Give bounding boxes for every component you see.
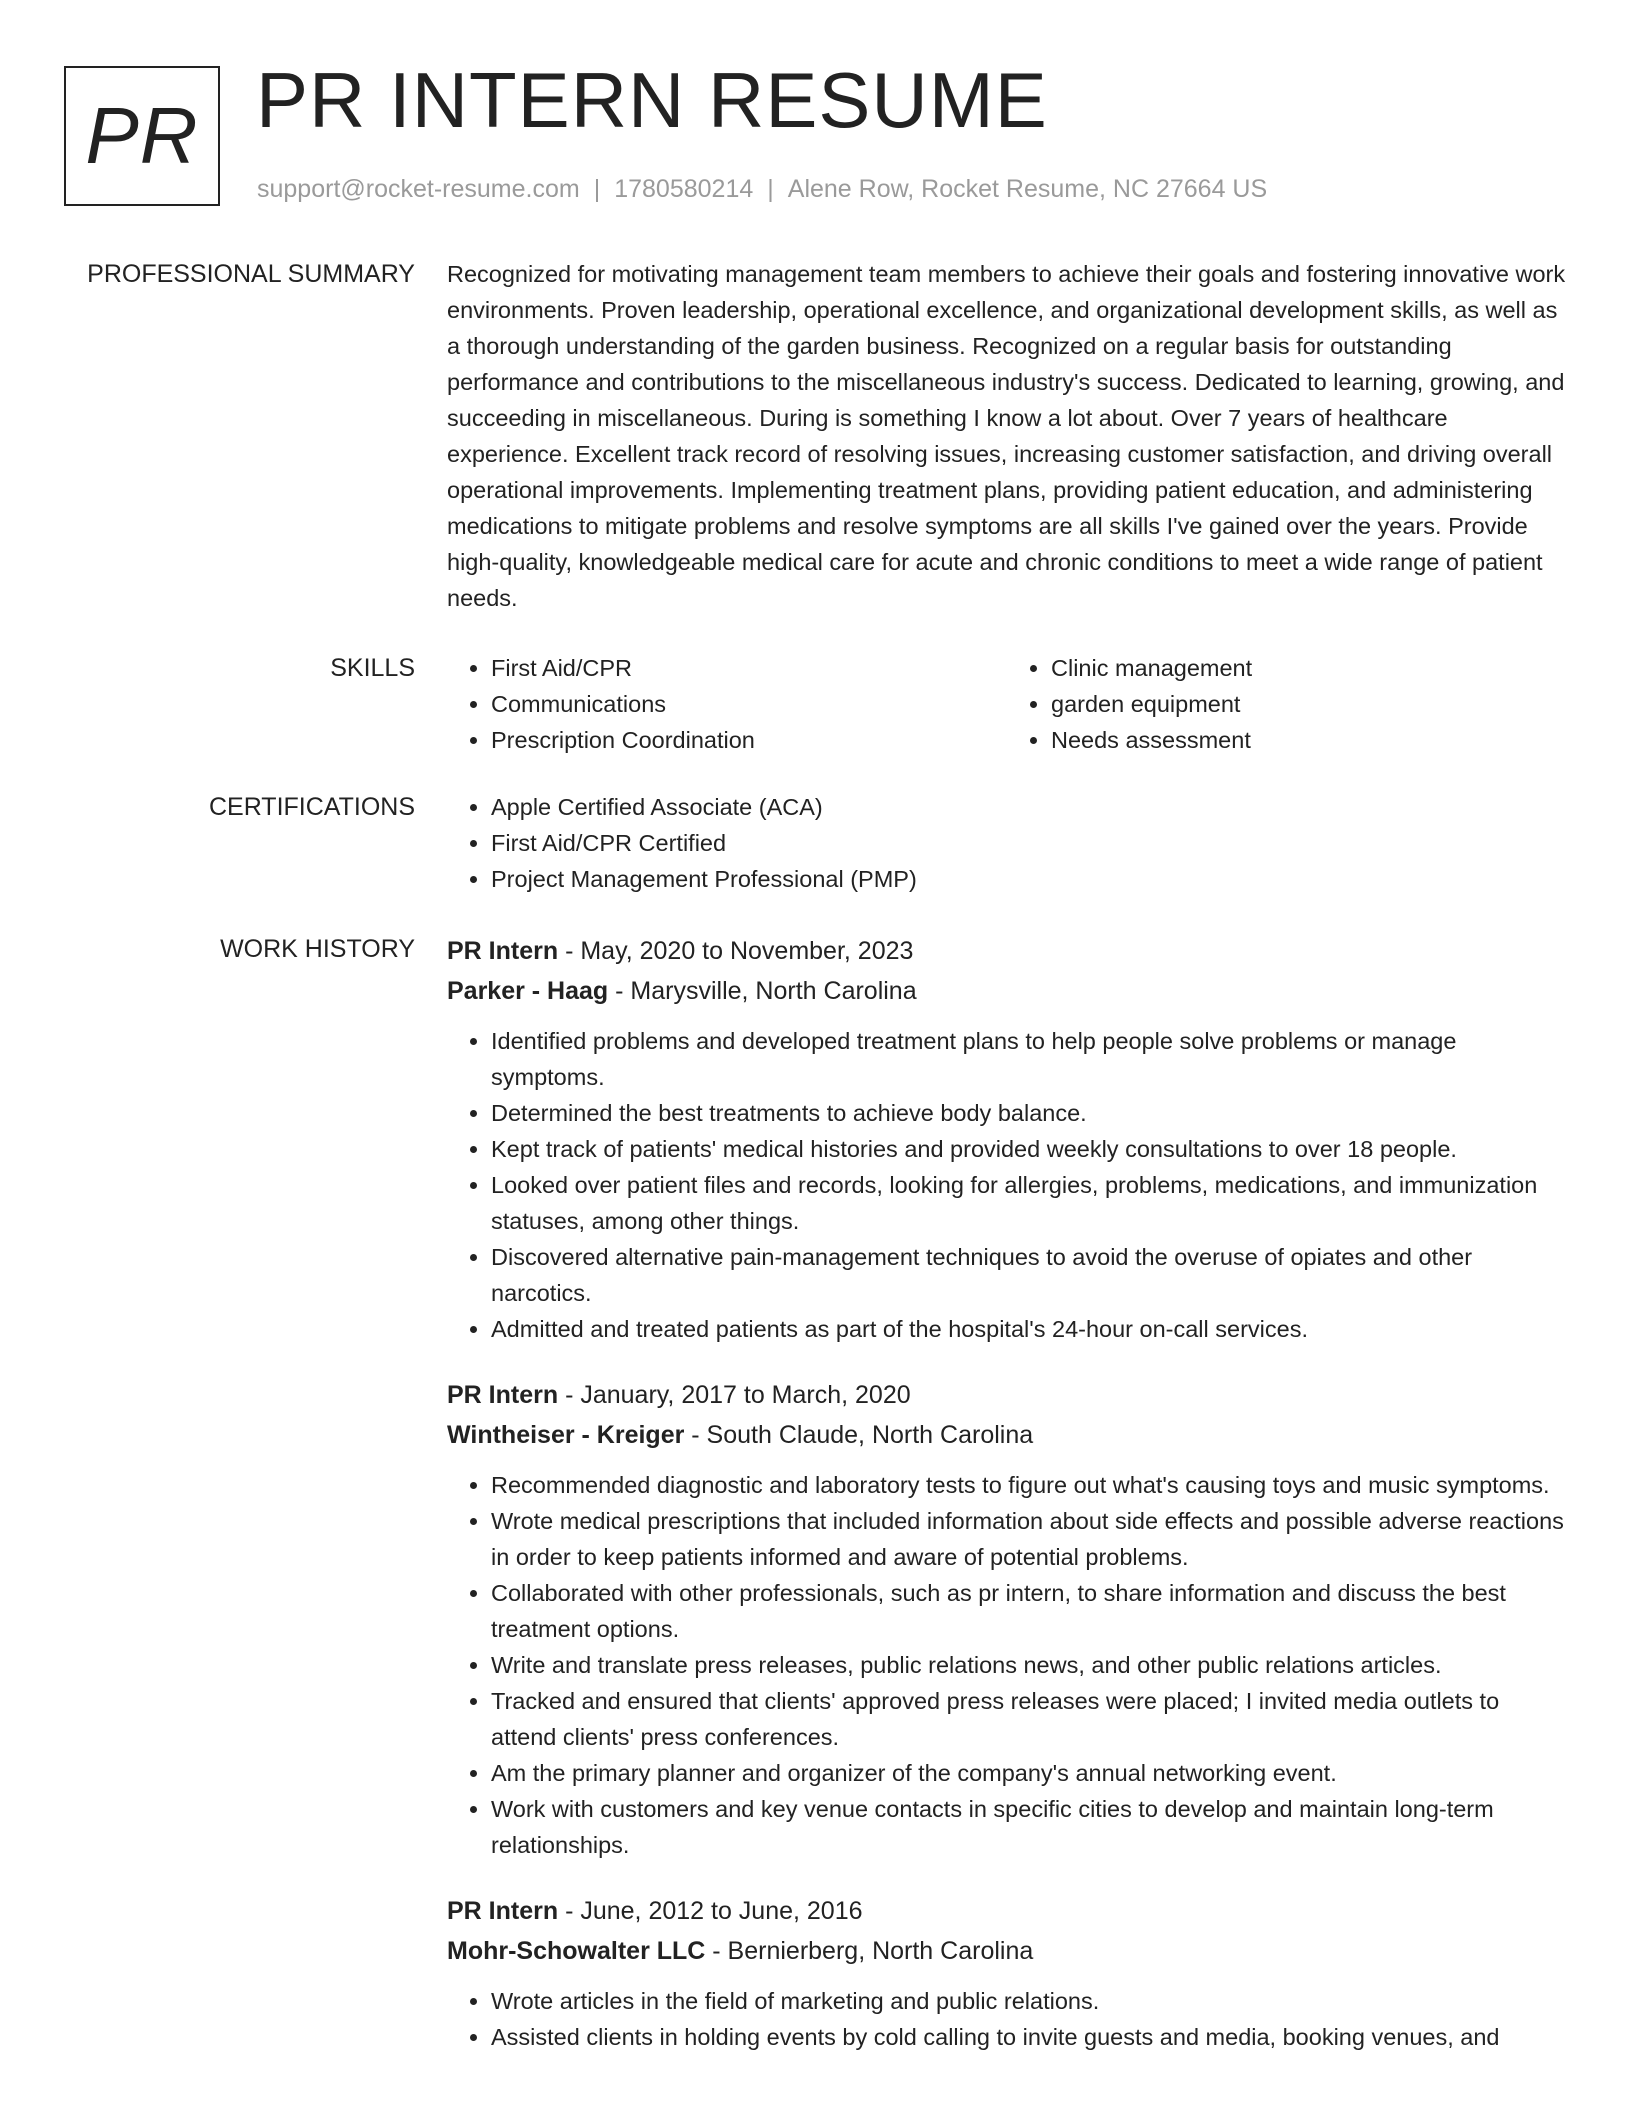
contact-separator: | [767,175,774,203]
certification-item: • Project Management Professional (PMP) [491,861,1567,897]
job-entry [447,1375,1567,1863]
job-role: PR Intern [447,937,559,965]
contact-phone: 1780580214 [614,175,754,203]
certifications-body [447,789,1567,897]
job-bullet: • Wrote articles in the field of marketing and public relations. [491,1983,1567,2019]
job-company: Parker - Haag [447,977,609,1005]
job-bullet: • Identified problems and developed treatment plans to help people solve problems or manage symptoms. [491,1023,1567,1095]
certifications-list [447,789,1567,897]
job-location: - Marysville, North Carolina [608,977,917,1005]
certifications-label: CERTIFICATIONS [208,793,415,821]
job-bullet: • Work with customers and key venue contacts in specific cities to develop and maintain long-term relationships. [491,1791,1567,1863]
contact-address: Alene Row, Rocket Resume, NC 27664 US [787,175,1268,203]
skills-column-2 [1007,650,1567,758]
job-location: - South Claude, North Carolina [684,1421,1034,1449]
job-bullet: • Looked over patient files and records, looking for allergies, problems, medications, and immunization statuses, among other things. [491,1167,1567,1239]
skill-item: • Prescription Coordination [491,722,1007,758]
job-bullet: • Discovered alternative pain-management techniques to avoid the overuse of opiates and other narcotics. [491,1239,1567,1311]
job-role: PR Intern [447,1381,559,1409]
job-bullet: • Wrote medical prescriptions that included information about side effects and possible adverse reactions in order to keep patients informed and aware of potential problems. [491,1503,1567,1575]
summary-label: PROFESSIONAL SUMMARY [87,260,415,288]
job-title-line [447,1375,1567,1415]
monogram-logo: PR [64,66,220,206]
resume-header [64,56,1564,210]
job-company: Mohr-Schowalter LLC [447,1937,706,1965]
job-bullet: • Write and translate press releases, public relations news, and other public relations articles. [491,1647,1567,1683]
skills-label: SKILLS [330,654,415,682]
job-company-line [447,971,1567,1011]
work-history-label: WORK HISTORY [220,935,415,963]
job-bullet: • Am the primary planner and organizer of the company's annual networking event. [491,1755,1567,1791]
job-bullet: • Determined the best treatments to achieve body balance. [491,1095,1567,1131]
job-bullet: • Assisted clients in holding events by cold calling to invite guests and media, booking venues, and [491,2019,1567,2055]
skill-item: • First Aid/CPR [491,650,1007,686]
job-bullet: • Recommended diagnostic and laboratory tests to figure out what's causing toys and music symptoms. [491,1467,1567,1503]
job-company: Wintheiser - Kreiger [447,1421,685,1449]
work-history-body [447,931,1567,2083]
job-entry [447,1891,1567,2055]
contact-email: support@rocket-resume.com [257,175,580,203]
job-location: - Bernierberg, North Carolina [705,1937,1034,1965]
job-entry [447,931,1567,1347]
job-dates: - June, 2012 to June, 2016 [558,1897,863,1925]
page-title: PR INTERN RESUME [256,56,1048,144]
job-company-line [447,1931,1567,1971]
skill-item: • Clinic management [1051,650,1567,686]
skill-item: • garden equipment [1051,686,1567,722]
job-title-line [447,1891,1567,1931]
job-bullet: • Kept track of patients' medical histories and provided weekly consultations to over 18 people. [491,1131,1567,1167]
certification-item: • Apple Certified Associate (ACA) [491,789,1567,825]
skills-column-1 [447,650,1007,758]
job-title-line [447,931,1567,971]
skills-grid [447,650,1567,758]
job-dates: - January, 2017 to March, 2020 [558,1381,911,1409]
job-bullet: • Tracked and ensured that clients' approved press releases were placed; I invited media outlets to attend clients' press conferences. [491,1683,1567,1755]
skill-item: • Communications [491,686,1007,722]
summary-text: Recognized for motivating management team members to achieve their goals and fostering innovative work environments. Proven leadership, operational excellence, and organizational development skills, as well as a thorough understanding of the garden business. Recognized on a regular basis for outstanding performance and contributions to the miscellaneous industry's success. Dedicated to learning, growing, and succeeding in miscellaneous. During is something I know a lot about. Over 7 years of healthcare experience. Excellent track record of resolving issues, increasing customer satisfaction, and driving overall operational improvements. Implementing treatment plans, providing patient education, and administering medications to mitigate problems and resolve symptoms are all skills I've gained over the years. Provide high-quality, knowledgeable medical care for acute and chronic conditions to meet a wide range of patient needs. [447,261,1566,611]
job-role: PR Intern [447,1897,559,1925]
job-bullet: • Collaborated with other professionals, such as pr intern, to share information and discuss the best treatment options. [491,1575,1567,1647]
contact-line [257,174,1267,204]
skill-item: • Needs assessment [1051,722,1567,758]
contact-separator: | [593,175,601,203]
job-bullets [447,1467,1567,1863]
job-bullet: • Admitted and treated patients as part of the hospital's 24-hour on-call services. [491,1311,1567,1347]
job-dates: - May, 2020 to November, 2023 [558,937,914,965]
certification-item: • First Aid/CPR Certified [491,825,1567,861]
job-bullets [447,1983,1567,2055]
job-bullets [447,1023,1567,1347]
job-company-line [447,1415,1567,1455]
